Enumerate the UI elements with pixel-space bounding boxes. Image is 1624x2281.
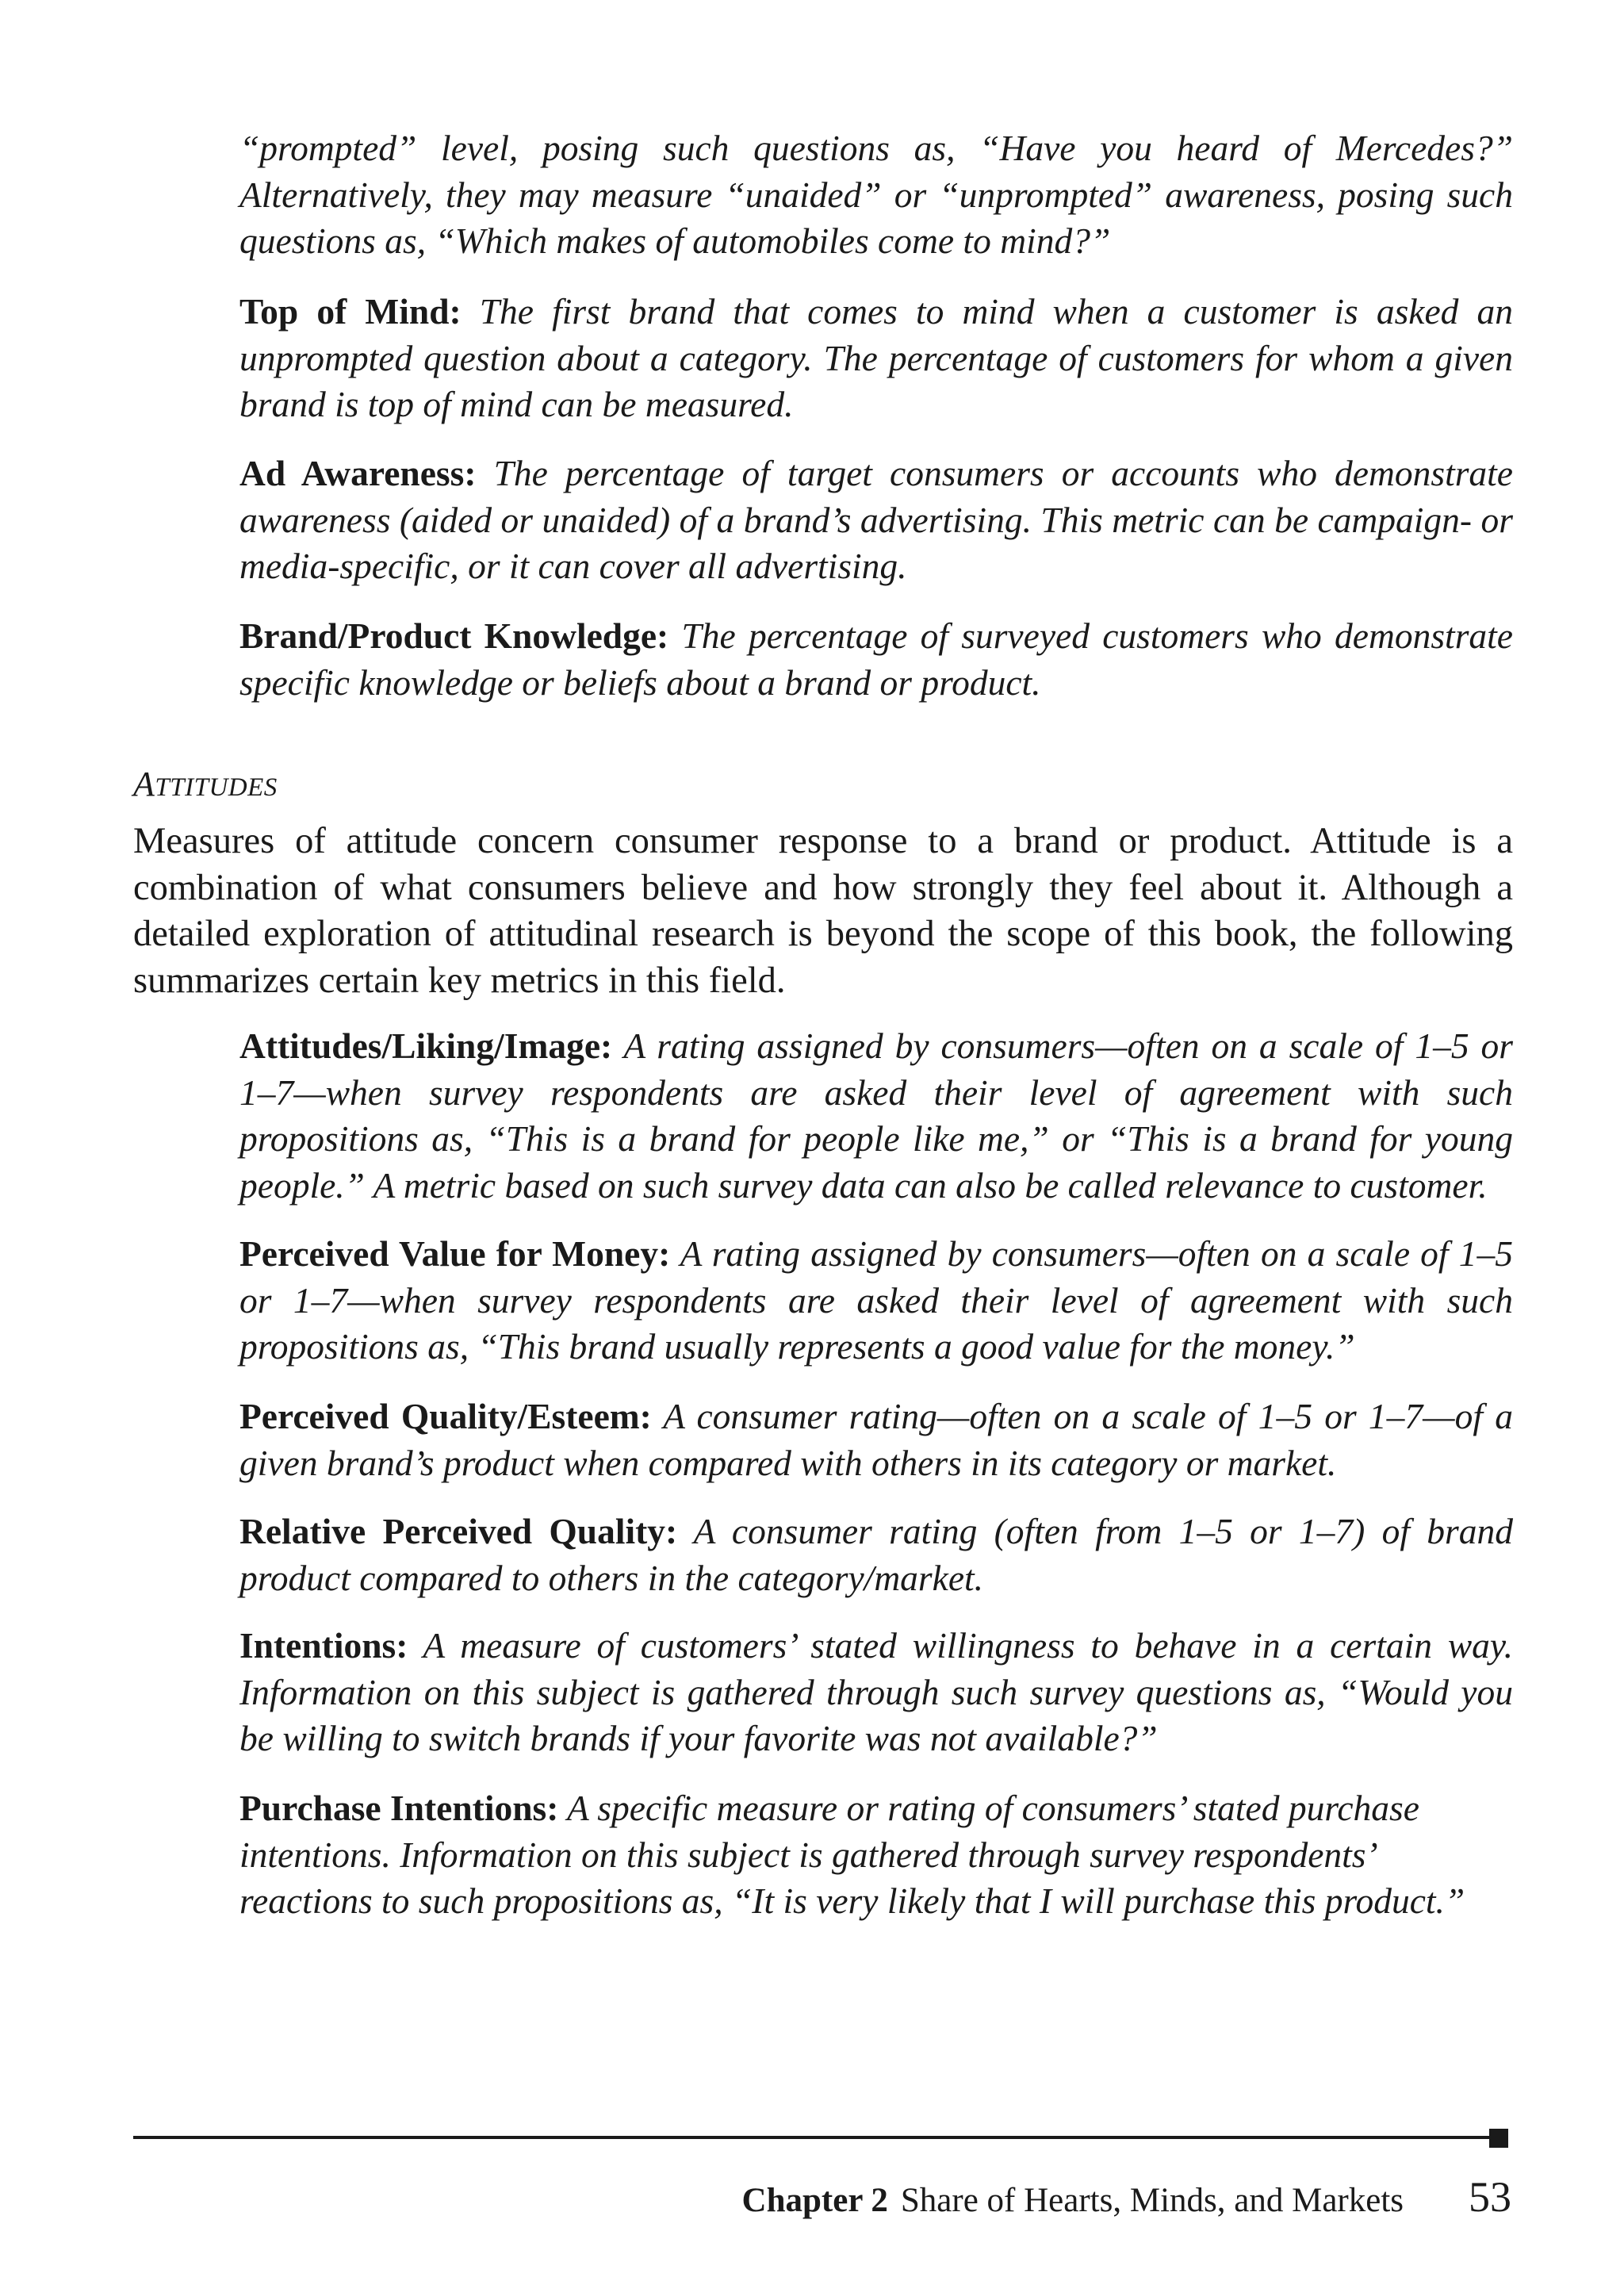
section-intro-paragraph: Measures of attitude concern consumer response to a brand or product. Attitude is a combination of what consumers believe and how strongly they feel about it. Although a detailed exploration of attitudinal research is beyond the scope of this book, the following summarizes certain key metrics in this field. bbox=[133, 821, 1513, 1001]
section-heading-rest: TTITUDES bbox=[155, 773, 278, 802]
definition-relative-perceived-quality bbox=[239, 1509, 1513, 1601]
definition-term: Purchase Intentions: bbox=[239, 1788, 559, 1828]
definition-term: Ad Awareness: bbox=[239, 453, 477, 493]
definition-text: A rating assigned by consumers—often on a scale of 1–5 or 1–7—when survey respondents are asked their level of agreement with such propositions as, “This brand usually represents a good value for the money.” bbox=[239, 1233, 1513, 1367]
continuation-paragraph: “prompted” level, posing such questions as, “Have you heard of Mercedes?” Alternatively, they may measure “unaided” or “unprompted” awareness, posing such questions as, “Which makes of automobiles come to mind?” bbox=[239, 128, 1513, 261]
definition-attitudes-liking-image bbox=[239, 1023, 1513, 1209]
footer-chapter-title: Share of Hearts, Minds, and Markets bbox=[900, 2182, 1404, 2219]
definition-term: Relative Perceived Quality: bbox=[239, 1511, 678, 1551]
definition-ad-awareness bbox=[239, 450, 1513, 590]
definition-text: The percentage of surveyed customers who demonstrate specific knowledge or beliefs about a brand or product. bbox=[239, 615, 1513, 703]
definition-text: A consumer rating—often on a scale of 1–5 or 1–7—of a given brand’s product when compared with others in its category or market. bbox=[239, 1396, 1513, 1483]
definition-brand-product-knowledge bbox=[239, 613, 1513, 706]
footer-rule bbox=[133, 2136, 1503, 2139]
definition-term: Intentions: bbox=[239, 1625, 408, 1666]
definition-intentions bbox=[239, 1623, 1513, 1762]
page-number: 53 bbox=[1469, 2173, 1511, 2221]
definition-text: The first brand that comes to mind when a customer is asked an unprompted question about a category. The percentage of customers for whom a given brand is top of mind can be measured. bbox=[239, 291, 1514, 424]
definition-text: A specific measure or rating of consumers’ stated purchase intentions. Information on this subject is gathered through survey respondents’ reactions to such propositions as, “It is very likely that I will purchase this product.” bbox=[239, 1788, 1465, 1921]
definition-term: Perceived Quality/Esteem: bbox=[239, 1396, 652, 1436]
page-footer bbox=[0, 2173, 1511, 2222]
definition-term: Attitudes/Liking/Image: bbox=[239, 1025, 613, 1066]
section-heading-attitudes bbox=[133, 764, 278, 808]
definition-term: Perceived Value for Money: bbox=[239, 1233, 671, 1274]
section-heading-initial: A bbox=[133, 765, 155, 803]
footer-chapter-label: Chapter 2 bbox=[741, 2182, 888, 2219]
definition-perceived-quality-esteem bbox=[239, 1394, 1513, 1486]
definition-term: Brand/Product Knowledge: bbox=[239, 615, 669, 656]
definition-text: A measure of customers’ stated willingness to behave in a certain way. Information on this subject is gathered through such survey questions as, “Would you be willing to switch brands if your favorite was not available?” bbox=[239, 1625, 1513, 1758]
definition-perceived-value-for-money bbox=[239, 1231, 1513, 1371]
definition-text: A consumer rating (often from 1–5 or 1–7) of brand product compared to others in the category/market. bbox=[239, 1511, 1513, 1598]
footer-rule-square bbox=[1489, 2129, 1508, 2148]
definition-term: Top of Mind: bbox=[239, 291, 462, 332]
definition-top-of-mind bbox=[239, 289, 1513, 428]
definition-text: A rating assigned by consumers—often on a scale of 1–5 or 1–7—when survey respondents are asked their level of agreement with such propositions as, “This is a brand for people like me,” or “This is a brand for young people.” A metric based on such survey data can also be called relevance to customer. bbox=[239, 1025, 1513, 1206]
definition-purchase-intentions bbox=[239, 1785, 1513, 1925]
definition-text: The percentage of target consumers or accounts who demonstrate awareness (aided or unaided) of a brand’s advertising. This metric can be campaign- or media-specific, or it can cover all advertising. bbox=[239, 453, 1514, 586]
